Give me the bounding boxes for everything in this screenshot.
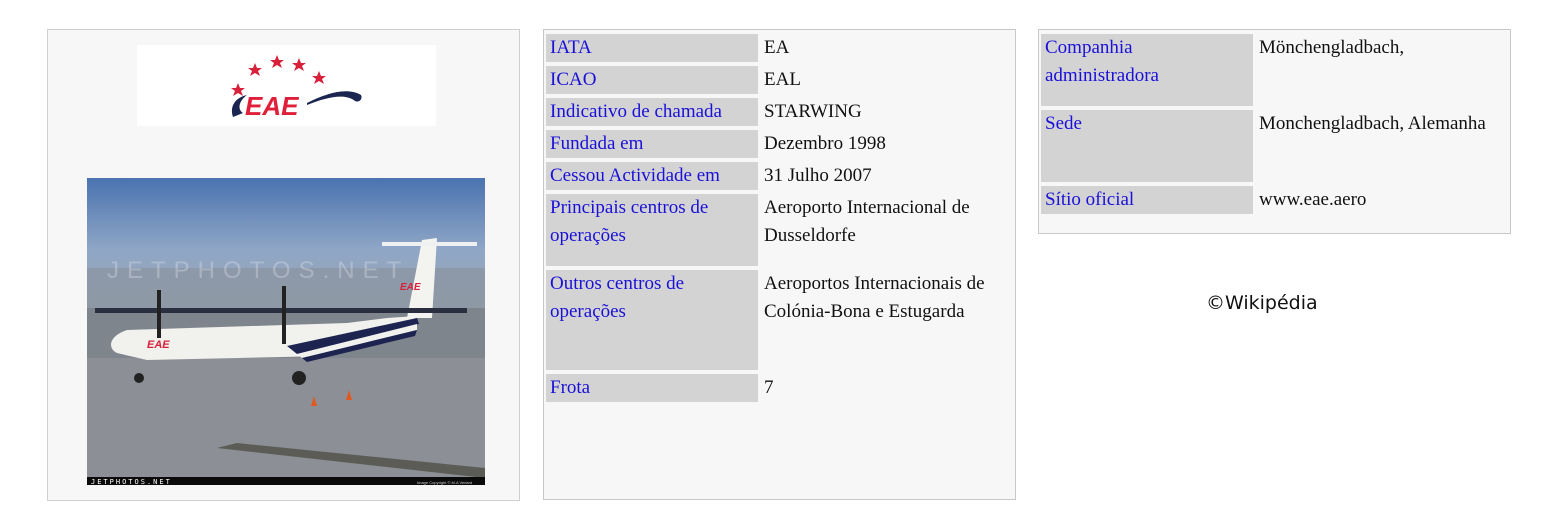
row-key[interactable]: Fundada em xyxy=(546,130,758,158)
row-key[interactable]: ICAO xyxy=(546,66,758,94)
table-row xyxy=(546,162,1013,190)
svg-text:EAE: EAE xyxy=(400,282,421,293)
source-credit: ©Wikipédia xyxy=(1206,292,1318,314)
row-value: EA xyxy=(764,37,790,58)
row-value[interactable]: www.eae.aero xyxy=(1259,189,1367,210)
aircraft-photo-icon xyxy=(87,178,485,485)
airline-infobox xyxy=(543,29,1016,500)
row-key[interactable]: Indicativo de chamada xyxy=(546,98,758,126)
row-value: STARWING xyxy=(764,101,862,122)
row-value: Mönchengladbach, xyxy=(1259,37,1405,58)
svg-text:EAE: EAE xyxy=(147,339,170,351)
row-value: 31 Julho 2007 xyxy=(764,165,872,186)
row-key[interactable]: Outros centros de operações xyxy=(546,270,758,370)
row-key[interactable]: Principais centros de operações xyxy=(546,194,758,266)
table-row xyxy=(546,194,1013,266)
row-value: Aeroporto Internacional de Dusseldorfe xyxy=(764,197,970,246)
row-key[interactable]: IATA xyxy=(546,34,758,62)
table-row xyxy=(1041,186,1508,214)
table-row xyxy=(546,374,1013,402)
table-row xyxy=(546,270,1013,370)
svg-text:Image Copyright © M.A Verlard: Image Copyright © M.A Verlard xyxy=(417,480,473,485)
row-key[interactable]: Sede xyxy=(1041,110,1253,182)
aircraft-photo xyxy=(87,178,485,485)
eae-logo-icon xyxy=(137,45,436,126)
svg-text:JETPHOTOS.NET: JETPHOTOS.NET xyxy=(107,257,410,284)
table-row xyxy=(1041,110,1508,182)
row-value: Dezembro 1998 xyxy=(764,133,886,154)
row-value: 7 xyxy=(764,377,774,398)
table-row xyxy=(546,34,1013,62)
row-key[interactable]: Cessou Actividade em xyxy=(546,162,758,190)
svg-text:EAE: EAE xyxy=(245,91,299,121)
row-value: EAL xyxy=(764,69,801,90)
company-infobox xyxy=(1038,29,1511,234)
row-value: Aeroportos Internacionais de Colónia-Bona e Estugarda xyxy=(764,273,985,322)
table-row xyxy=(546,98,1013,126)
image-panel xyxy=(47,29,520,501)
row-value: Monchengladbach, Alemanha xyxy=(1259,113,1486,134)
eae-logo xyxy=(137,45,436,126)
svg-text:JETPHOTOS.NET: JETPHOTOS.NET xyxy=(91,478,172,485)
table-row xyxy=(546,66,1013,94)
table-row xyxy=(546,130,1013,158)
row-key[interactable]: Frota xyxy=(546,374,758,402)
row-key[interactable]: Companhia administradora xyxy=(1041,34,1253,106)
row-key[interactable]: Sítio oficial xyxy=(1041,186,1253,214)
table-row xyxy=(1041,34,1508,106)
